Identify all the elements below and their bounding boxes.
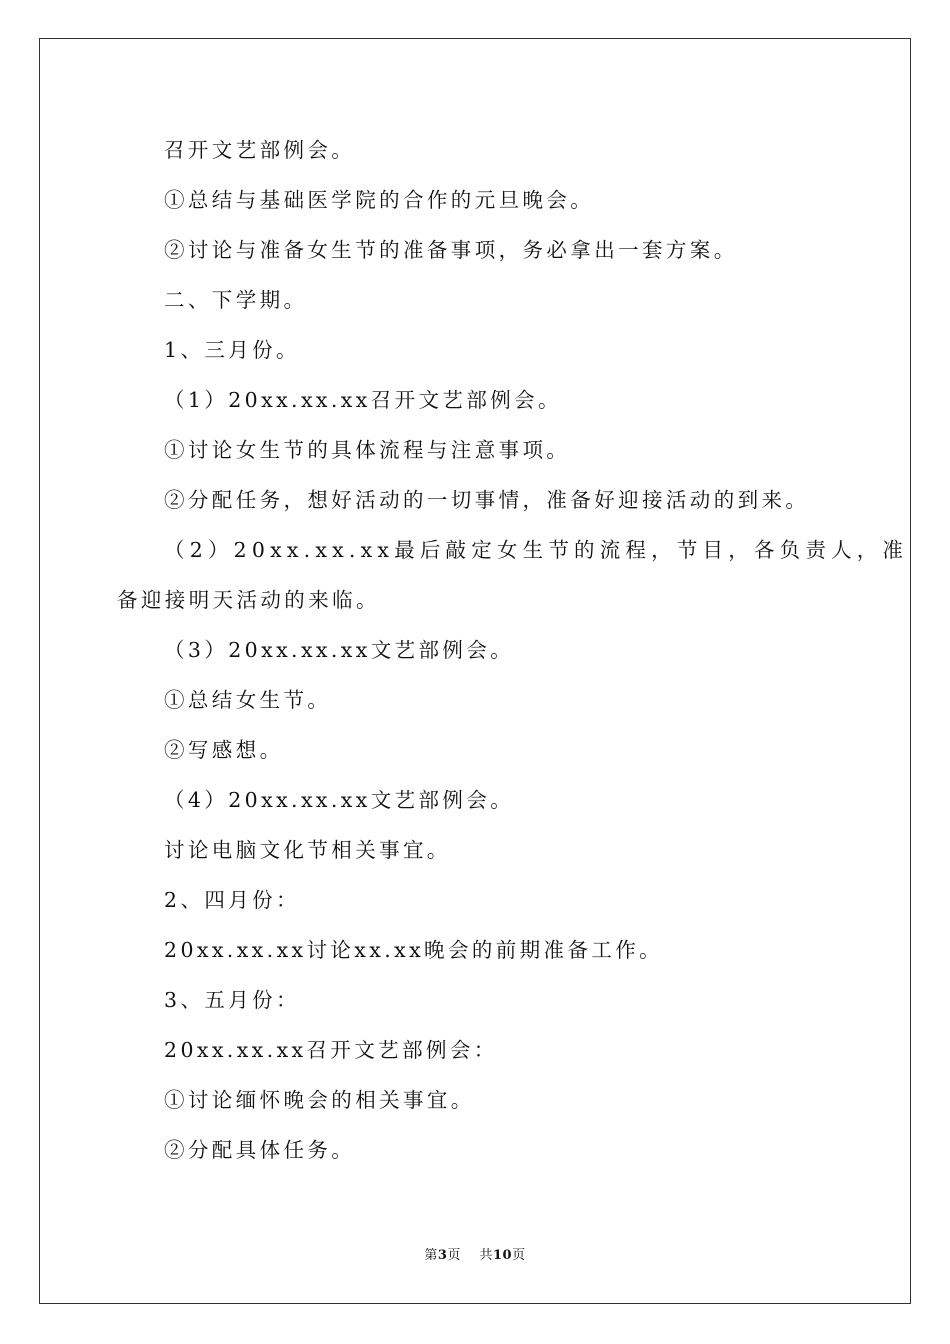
total-pages: 10	[493, 1248, 513, 1263]
paragraph-line: （4）20xx.xx.xx文艺部例会。	[164, 788, 515, 812]
paragraph-line: ①讨论女生节的具体流程与注意事项。	[164, 438, 571, 462]
paragraph-line: ②分配任务，想好活动的一切事情，准备好迎接活动的到来。	[164, 488, 810, 512]
subsection-heading: 2、四月份：	[164, 888, 300, 912]
paragraph-line: ①讨论缅怀晚会的相关事宜。	[164, 1088, 475, 1112]
page-label: 第3页	[424, 1248, 461, 1263]
paragraph-line: ②写感想。	[164, 738, 284, 762]
paragraph-line: 召开文艺部例会。	[164, 138, 356, 162]
paragraph-line: （1）20xx.xx.xx召开文艺部例会。	[164, 388, 562, 412]
paragraph-line: 20xx.xx.xx召开文艺部例会：	[164, 1038, 498, 1062]
page-footer	[0, 1247, 950, 1265]
paragraph-line: （2）20xx.xx.xx最后敲定女生节的流程，节目，各负责人，准	[164, 538, 909, 562]
paragraph-line: ①总结与基础医学院的合作的元旦晚会。	[164, 188, 595, 212]
paragraph-line: ②分配具体任务。	[164, 1138, 356, 1162]
paragraph-line: ②讨论与准备女生节的准备事项，务必拿出一套方案。	[164, 238, 738, 262]
page-number: 3	[437, 1248, 448, 1263]
subsection-heading: 3、五月份：	[164, 988, 300, 1012]
section-heading: 二、下学期。	[164, 288, 308, 312]
paragraph-line: 20xx.xx.xx讨论xx.xx晚会的前期准备工作。	[164, 938, 664, 962]
paragraph-line: 讨论电脑文化节相关事宜。	[164, 838, 451, 862]
paragraph-line: ①总结女生节。	[164, 688, 332, 712]
paragraph-line: （3）20xx.xx.xx文艺部例会。	[164, 638, 515, 662]
paragraph-line: 备迎接明天活动的来临。	[117, 588, 380, 612]
total-pages-label: 共10页	[479, 1248, 526, 1263]
subsection-heading: 1、三月份。	[164, 338, 300, 362]
